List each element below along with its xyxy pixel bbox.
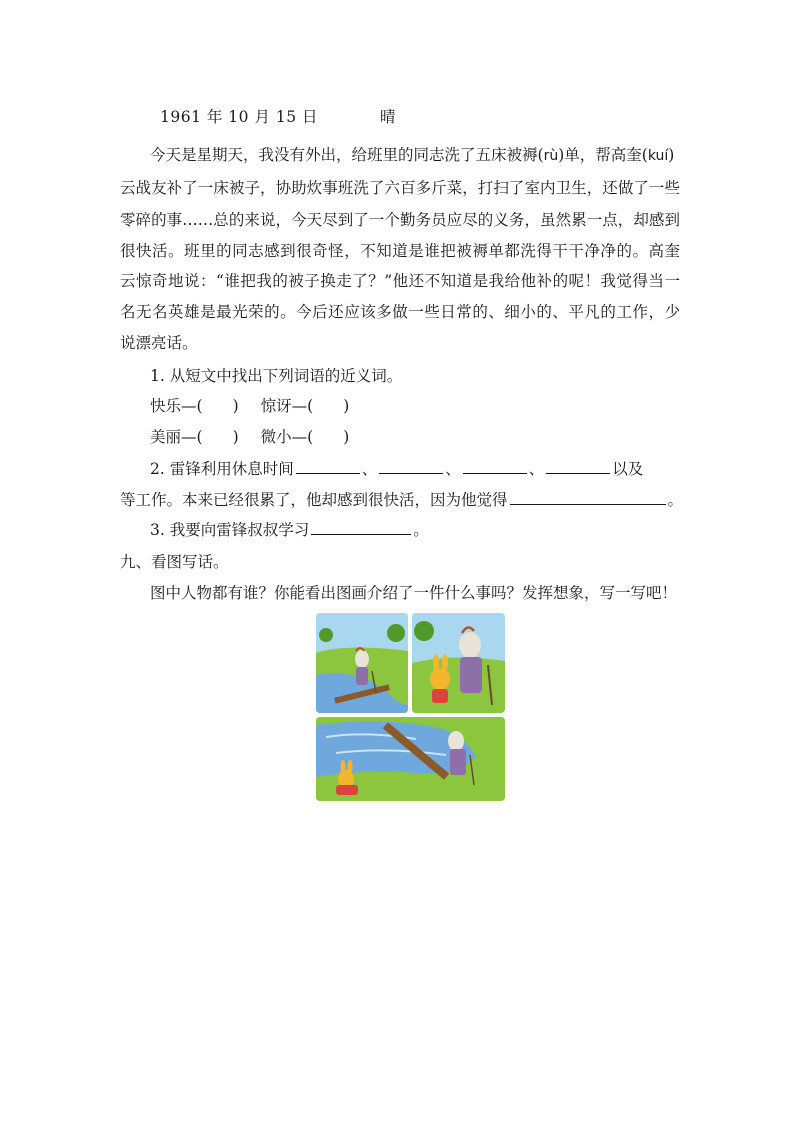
panel-3-scene-icon: [316, 717, 505, 801]
diary-line-6: 名无名英雄是最光荣的。今后还应该多做一些日常的、细小的、平凡的工作，少: [120, 303, 680, 321]
q1-row-1: 快乐—( ) 惊讶—( ): [150, 397, 350, 415]
q1-title: 1. 从短文中找出下列词语的近义词。: [150, 367, 403, 385]
section-9-heading: 九、看图写话。: [120, 553, 229, 571]
q2-line-2: 等工作。本来已经很累了，他却感到很快活，因为他觉得 。: [120, 491, 684, 509]
diary-line-4: 很快活。班里的同志感到很奇怪，不知道是谁把被褥单都洗得干干净净的。高奎: [120, 242, 680, 260]
pinyin-ru: rù: [543, 148, 559, 164]
diary-date-line: [160, 107, 720, 127]
diary-line-1: 今天是星期天，我没有外出，给班里的同志洗了五床被褥(rù)单，帮高奎(kuí): [150, 146, 675, 164]
q2-blank-2[interactable]: [379, 459, 443, 474]
panel-2-scene-icon: [412, 613, 505, 713]
q1-row-2: 美丽—( ) 微小—( ): [150, 428, 350, 446]
q2-blank-5[interactable]: [510, 490, 666, 505]
q3-blank[interactable]: [311, 520, 411, 535]
picture-story-illustration: [316, 613, 507, 801]
q2-line-1: 2. 雷锋利用休息时间 、 、 、 以及: [150, 460, 644, 478]
q2-blank-1[interactable]: [296, 459, 360, 474]
diary-weather: 晴: [380, 108, 397, 126]
illustration-panel-2: [412, 613, 505, 713]
diary-line-3: 零碎的事……总的来说，今天尽到了一个勤务员应尽的义务，虽然累一点，却感到: [120, 211, 680, 229]
pinyin-kui: kuí: [647, 148, 669, 164]
q2-blank-4[interactable]: [546, 459, 610, 474]
illustration-panel-1: [316, 613, 408, 713]
illustration-panel-3: [316, 717, 505, 801]
q3-line: 3. 我要向雷锋叔叔学习 。: [150, 521, 429, 539]
section-9-prompt: 图中人物都有谁？你能看出图画介绍了一件什么事吗？发挥想象，写一写吧！: [150, 584, 678, 602]
q2-blank-3[interactable]: [463, 459, 527, 474]
diary-line-5: 云惊奇地说：“谁把我的被子换走了？”他还不知道是我给他补的呢！我觉得当一: [120, 272, 680, 290]
diary-line-7: 说漂亮话。: [120, 334, 198, 352]
panel-1-scene-icon: [316, 613, 408, 713]
diary-line-2: 云战友补了一床被子，协助炊事班洗了六百多斤菜，打扫了室内卫生，还做了一些: [120, 179, 680, 197]
diary-date: 1961 年 10 月 15 日: [160, 108, 319, 126]
